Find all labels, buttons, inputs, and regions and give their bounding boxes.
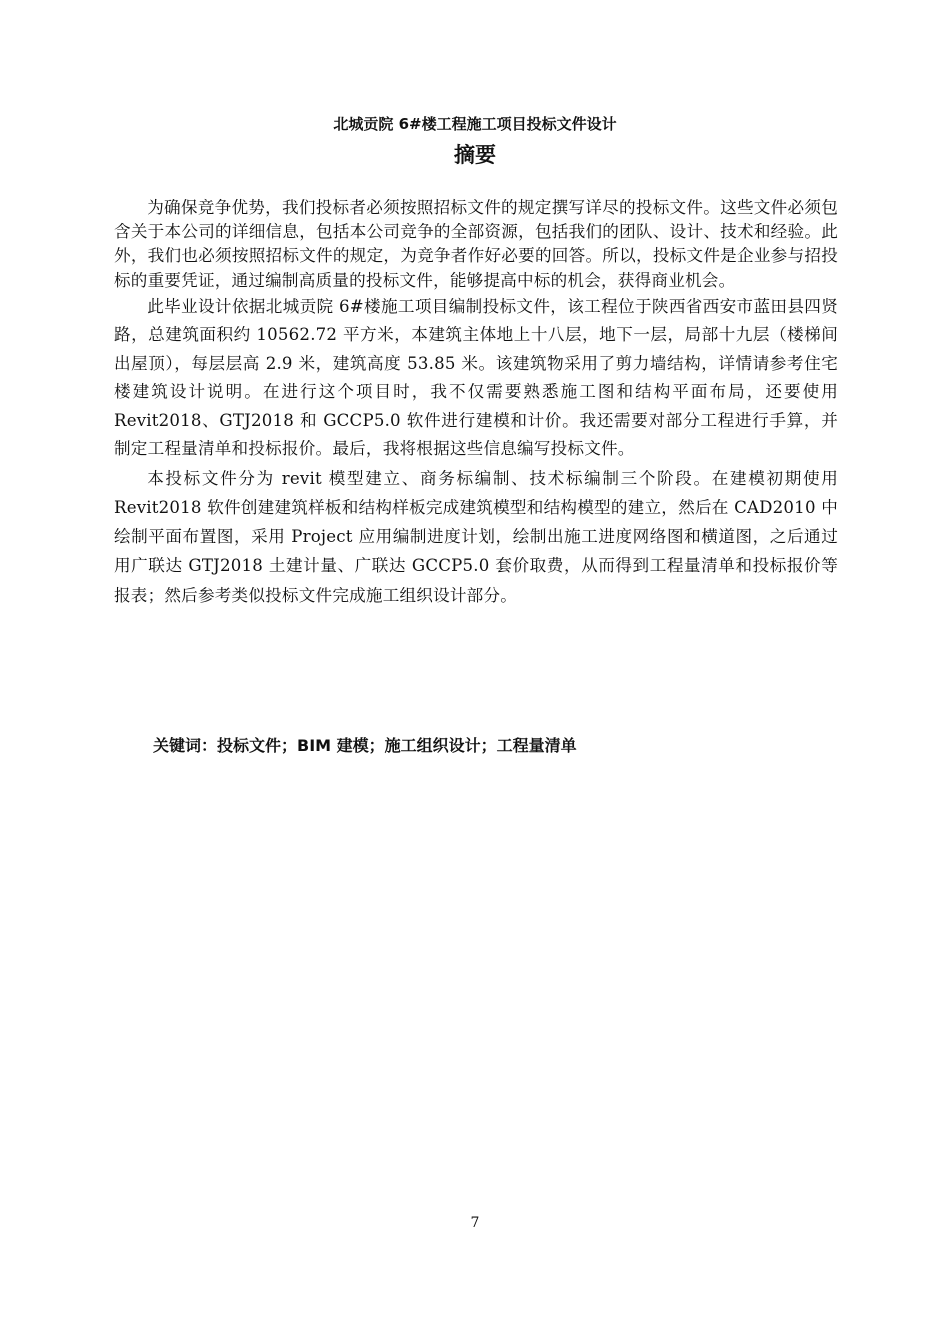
- abstract-heading: 摘要: [454, 143, 496, 167]
- abstract-body: [114, 196, 838, 610]
- page-number: 7: [470, 1215, 480, 1231]
- keywords-line: 关键词：投标文件；BIM 建模；施工组织设计；工程量清单: [153, 736, 577, 755]
- abstract-paragraph-1: 为确保竞争优势，我们投标者必须按照招标文件的规定撰写详尽的投标文件。这些文件必须包含关于本公司的详细信息，包括本公司竞争的全部资源，包括我们的团队、设计、技术和经验。此外，我们也必须按照招标文件的规定，为竞争者作好必要的回答。所以，投标文件是企业参与招投标的重要凭证，通过编制高质量的投标文件，能够提高中标的机会，获得商业机会。: [114, 198, 838, 290]
- document-title: 北城贡院 6#楼工程施工项目投标文件设计: [333, 115, 617, 133]
- abstract-paragraph-3: 本投标文件分为 revit 模型建立、商务标编制、技术标编制三个阶段。在建模初期使用 Revit2018 软件创建建筑样板和结构样板完成建筑模型和结构模型的建立，然后在 CAD2010 中绘制平面布置图，采用 Project 应用编制进度计划，绘制出施工进度网络图和横道图，之后通过用广联达 GTJ2018 土建计量、广联达 GCCP5.0 套价取费，从而得到工程量清单和投标报价等报表；然后参考类似投标文件完成施工组织设计部分。: [114, 468, 838, 605]
- abstract-paragraph-2: 此毕业设计依据北城贡院 6#楼施工项目编制投标文件，该工程位于陕西省西安市蓝田县四贤路，总建筑面积约 10562.72 平方米，本建筑主体地上十八层，地下一层，局部十九层（楼梯间出屋顶），每层层高 2.9 米，建筑高度 53.85 米。该建筑物采用了剪力墙结构，详情请参考住宅楼建筑设计说明。在进行这个项目时，我不仅需要熟悉施工图和结构平面布局，还要使用 Revit2018、GTJ2018 和 GCCP5.0 软件进行建模和计价。我还需要对部分工程进行手算，并制定工程量清单和投标报价。最后，我将根据这些信息编写投标文件。: [114, 296, 838, 459]
